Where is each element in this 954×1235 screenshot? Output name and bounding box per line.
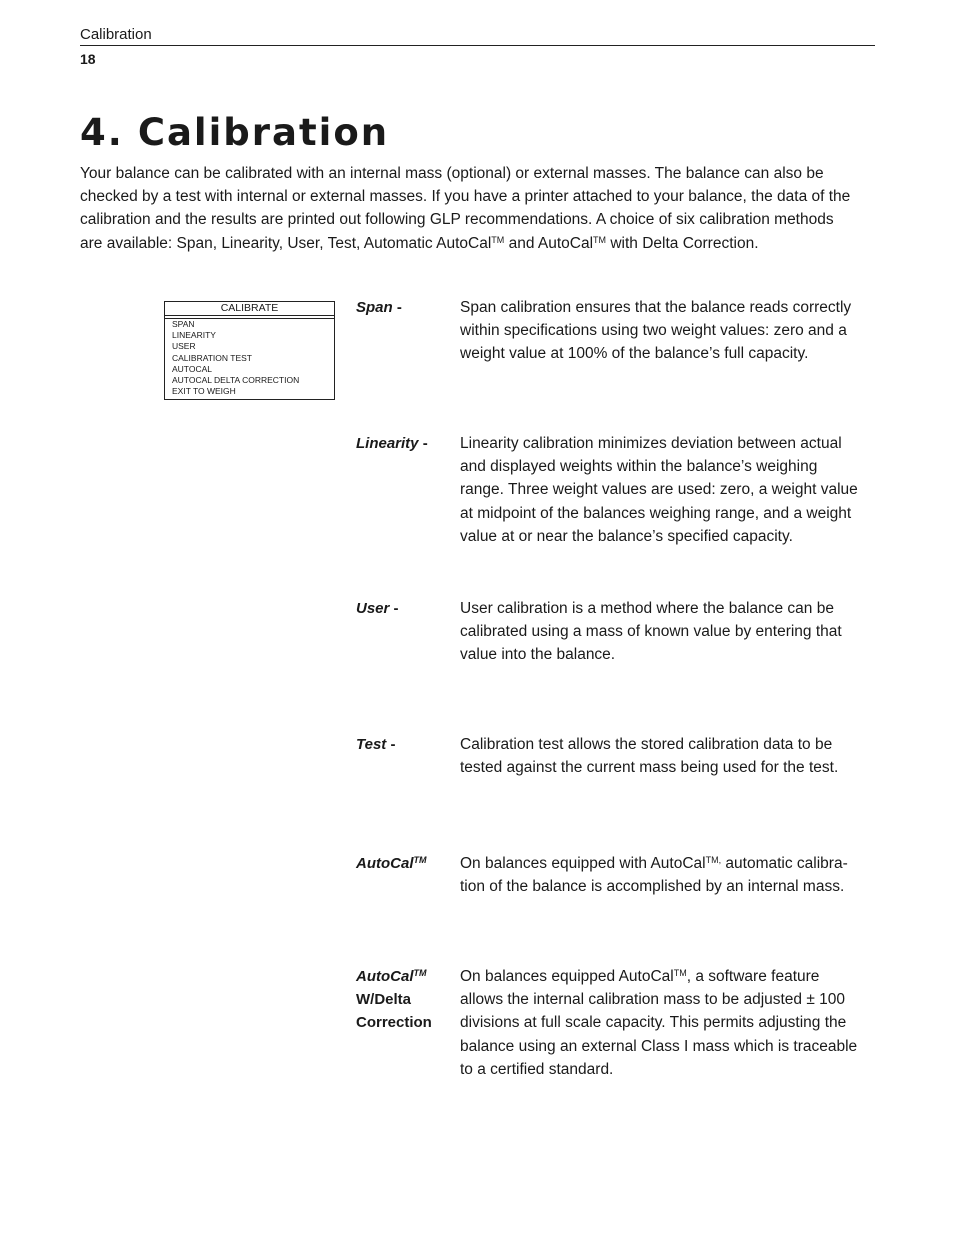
term-label: User bbox=[356, 600, 390, 617]
desc-text: , a software feature allows the internal calibration mass to be adjusted ± 100 divisions at full scale capacity. This permits adjusting the balance using an external Class I mass which is traceable to a certified standard. bbox=[460, 968, 858, 1078]
header-section-title: Calibration bbox=[80, 26, 152, 43]
trademark-mark: TM bbox=[673, 968, 687, 978]
term-user bbox=[356, 597, 399, 620]
desc-text: On balances equipped AutoCal bbox=[460, 968, 674, 985]
term-suffix: - bbox=[389, 600, 399, 617]
desc-linearity: Linearity calibration minimizes deviation between actual and displayed weights within the balance’s weighing range. Three weight values are used: zero, a weight value at midpoint of the balances weighing range, and a weight value at or near the balance’s specified capacity. bbox=[460, 435, 858, 545]
trademark-mark: TM bbox=[413, 968, 427, 978]
page-title bbox=[80, 110, 389, 156]
desc-text: automatic calibra- tion of the balance is accomplished by an internal mass. bbox=[460, 855, 848, 896]
term-suffix: - bbox=[418, 435, 428, 452]
calibrate-menu-display bbox=[164, 301, 335, 400]
term-line: W/Delta bbox=[356, 991, 412, 1009]
menu-item-user: USER bbox=[172, 341, 196, 352]
desc-span: Span calibration ensures that the balance reads correctly within specifications using two weight values: zero and a weight value at 100% of the balance’s full capacity. bbox=[460, 299, 852, 363]
chapter-title: Calibration bbox=[137, 111, 390, 154]
term-suffix: - bbox=[386, 736, 396, 753]
menu-item-exit: EXIT TO WEIGH bbox=[172, 386, 236, 397]
term-suffix: - bbox=[392, 299, 402, 316]
term-autocal bbox=[356, 852, 427, 875]
trademark-mark: TM bbox=[491, 234, 505, 245]
menu-item-autocal-delta: AUTOCAL DELTA CORRECTION bbox=[172, 375, 300, 386]
trademark-mark: TM, bbox=[705, 855, 722, 865]
menu-list bbox=[165, 319, 334, 397]
menu-item-linearity: LINEARITY bbox=[172, 330, 216, 341]
trademark-mark: TM bbox=[413, 855, 427, 865]
menu-item-autocal: AUTOCAL bbox=[172, 363, 212, 374]
menu-item-span: SPAN bbox=[172, 319, 195, 329]
trademark-mark: TM bbox=[593, 234, 607, 245]
running-header bbox=[80, 26, 875, 67]
term-line: Correction bbox=[356, 1014, 432, 1032]
intro-text: with Delta Correction. bbox=[606, 234, 759, 252]
term-label: Span bbox=[356, 299, 393, 316]
term-test bbox=[356, 733, 395, 756]
term-span bbox=[356, 296, 402, 319]
desc-text: On balances equipped with AutoCal bbox=[460, 855, 706, 872]
menu-item-calibration-test: CALIBRATION TEST bbox=[172, 352, 252, 363]
desc-test: Calibration test allows the stored calibration data to be tested against the current mass being used for the test. bbox=[460, 736, 839, 777]
term-label: AutoCal bbox=[356, 968, 414, 985]
intro-text: and AutoCal bbox=[504, 234, 594, 252]
intro-text: Your balance can be calibrated with an internal mass (optional) or external masses. The balance can also be checked by a test with internal or external masses. If you have a printer attached to your balance, the data of the calibration and the results are printed out following GLP recommendations. A choice of six calibration methods are available: Span, Linearity, User, Test, Automatic AutoCal bbox=[80, 165, 851, 252]
desc-autocal-delta bbox=[460, 965, 860, 1081]
term-label: AutoCal bbox=[356, 855, 414, 872]
page-number: 18 bbox=[80, 51, 96, 67]
term-autocal-delta bbox=[356, 965, 432, 1035]
desc-user: User calibration is a method where the balance can be calibrated using a mass of known value by entering that value into the balance. bbox=[460, 600, 842, 664]
chapter-number: 4. bbox=[80, 111, 124, 154]
term-label: Test bbox=[356, 736, 387, 753]
desc-autocal bbox=[460, 852, 860, 898]
header-rule bbox=[80, 45, 875, 46]
intro-paragraph bbox=[80, 162, 860, 255]
term-label: Linearity bbox=[356, 435, 419, 452]
menu-title: CALIBRATE bbox=[165, 302, 334, 316]
term-linearity bbox=[356, 432, 428, 455]
